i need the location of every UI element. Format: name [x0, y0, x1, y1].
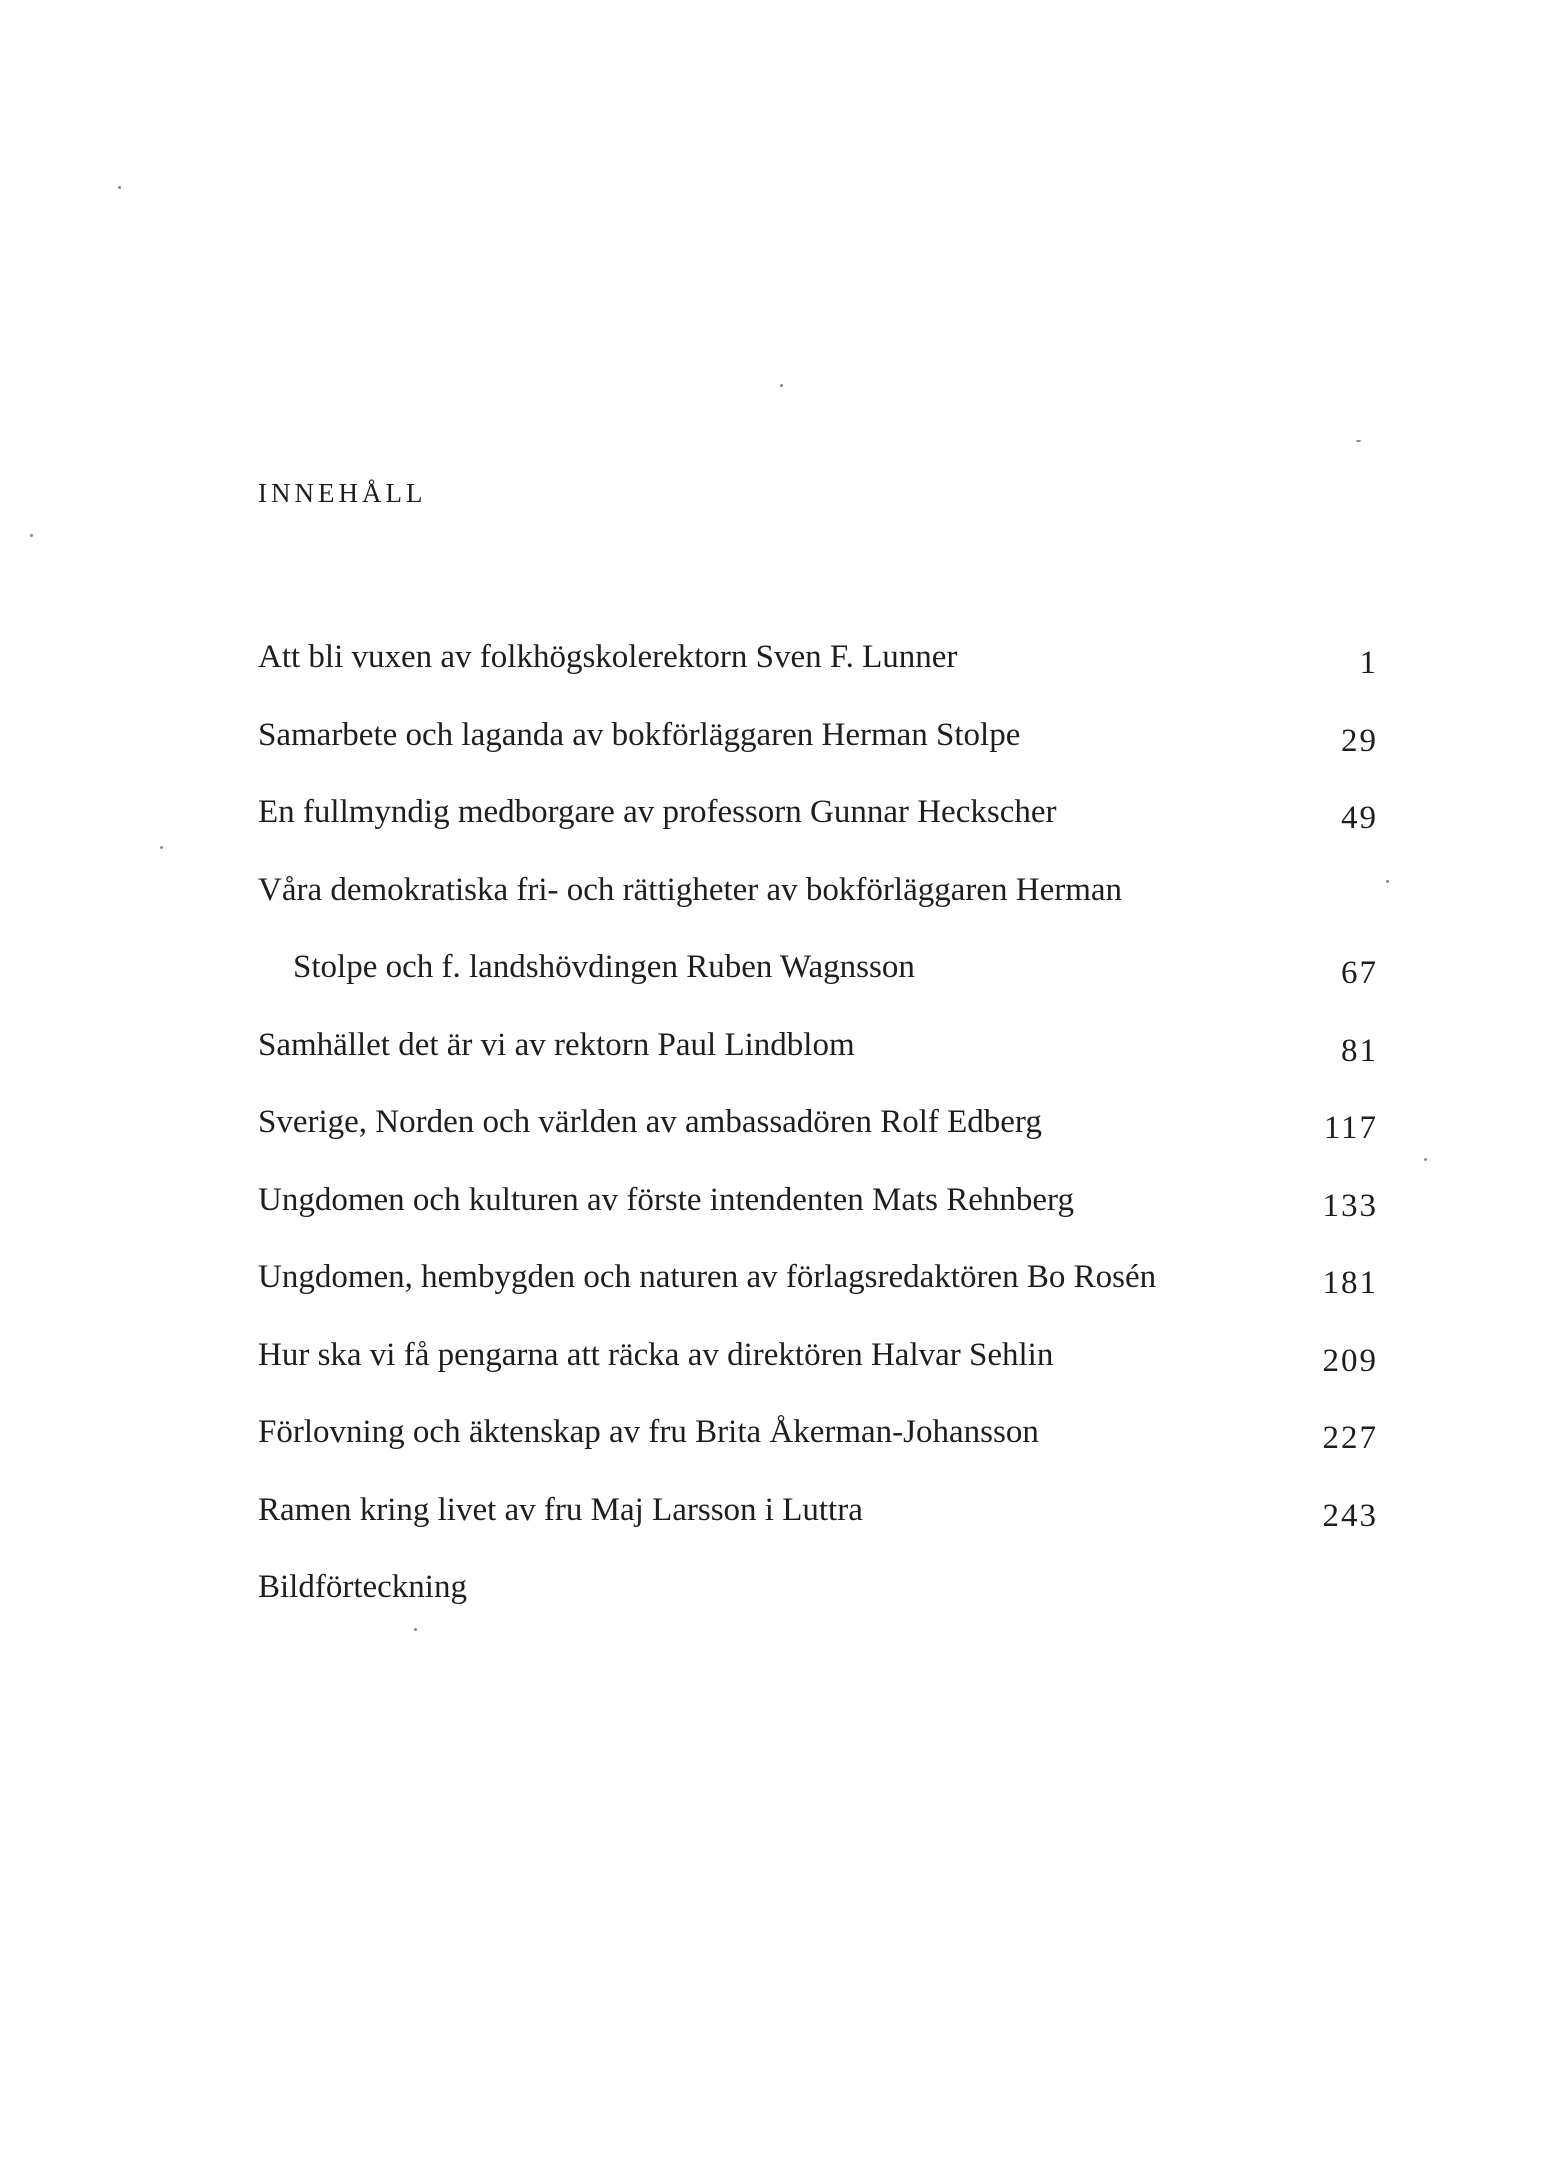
toc-entry	[258, 1024, 1378, 1102]
toc-entry-title: Stolpe och f. landshövdingen Ruben Wagnsson	[293, 949, 915, 985]
toc-entry	[258, 1411, 1378, 1489]
toc-entry-title: Ungdomen, hembygden och naturen av förlagsredaktören Bo Rosén	[258, 1259, 1157, 1295]
toc-entry	[258, 1101, 1378, 1179]
toc-entry-page: 67	[1341, 955, 1378, 991]
toc-entry-page: 209	[1322, 1342, 1378, 1379]
toc-entry-title: Ramen kring livet av fru Maj Larsson i Luttra	[258, 1491, 863, 1528]
toc-entry	[258, 1334, 1378, 1412]
toc-entry-page: 117	[1323, 1110, 1378, 1146]
scan-speck	[160, 846, 163, 849]
toc-entry-title: Hur ska vi få pengarna att räcka av direktören Halvar Sehlin	[258, 1336, 1054, 1373]
scan-speck	[30, 534, 33, 537]
toc-entry-title: Samhället det är vi av rektorn Paul Lindblom	[258, 1026, 855, 1063]
toc-entry-page: 227	[1322, 1420, 1378, 1456]
scan-speck	[780, 384, 783, 387]
toc-entry-title: En fullmyndig medborgare av professorn Gunnar Heckscher	[258, 794, 1057, 830]
scan-speck	[1356, 440, 1361, 442]
toc-entry-page: 1	[1359, 645, 1378, 681]
toc-entry	[258, 869, 1378, 947]
table-of-contents	[258, 636, 1378, 1644]
toc-entry-page: 243	[1322, 1497, 1378, 1534]
scan-speck	[1386, 880, 1389, 883]
toc-entry	[258, 1179, 1378, 1257]
scan-speck	[118, 186, 121, 189]
toc-entry-page: 49	[1341, 800, 1378, 836]
toc-entry-continuation	[258, 946, 1378, 1024]
toc-entry	[258, 1566, 1378, 1644]
toc-entry	[258, 636, 1378, 714]
toc-entry-title: Bildförteckning	[258, 1569, 467, 1605]
toc-entry-title: Ungdomen och kulturen av förste intendenten Mats Rehnberg	[258, 1181, 1074, 1218]
toc-entry-title: Förlovning och äktenskap av fru Brita Åkerman-Johansson	[258, 1414, 1039, 1450]
toc-entry-page: 29	[1341, 722, 1378, 759]
toc-entry-page: 81	[1341, 1032, 1378, 1069]
toc-entry-title: Sverige, Norden och världen av ambassadören Rolf Edberg	[258, 1104, 1042, 1140]
toc-entry	[258, 714, 1378, 792]
toc-entry-page: 133	[1322, 1187, 1378, 1224]
toc-entry	[258, 1489, 1378, 1567]
toc-entry-title: Samarbete och laganda av bokförläggaren Herman Stolpe	[258, 716, 1021, 753]
toc-heading: INNEHÅLL	[258, 478, 427, 508]
toc-entry-title: Våra demokratiska fri- och rättigheter av bokförläggaren Herman	[258, 871, 1123, 908]
toc-entry	[258, 791, 1378, 869]
scan-speck	[1424, 1158, 1427, 1161]
toc-entry-title: Att bli vuxen av folkhögskolerektorn Sven F. Lunner	[258, 639, 958, 675]
toc-entry	[258, 1256, 1378, 1334]
toc-entry-page: 181	[1322, 1265, 1378, 1301]
